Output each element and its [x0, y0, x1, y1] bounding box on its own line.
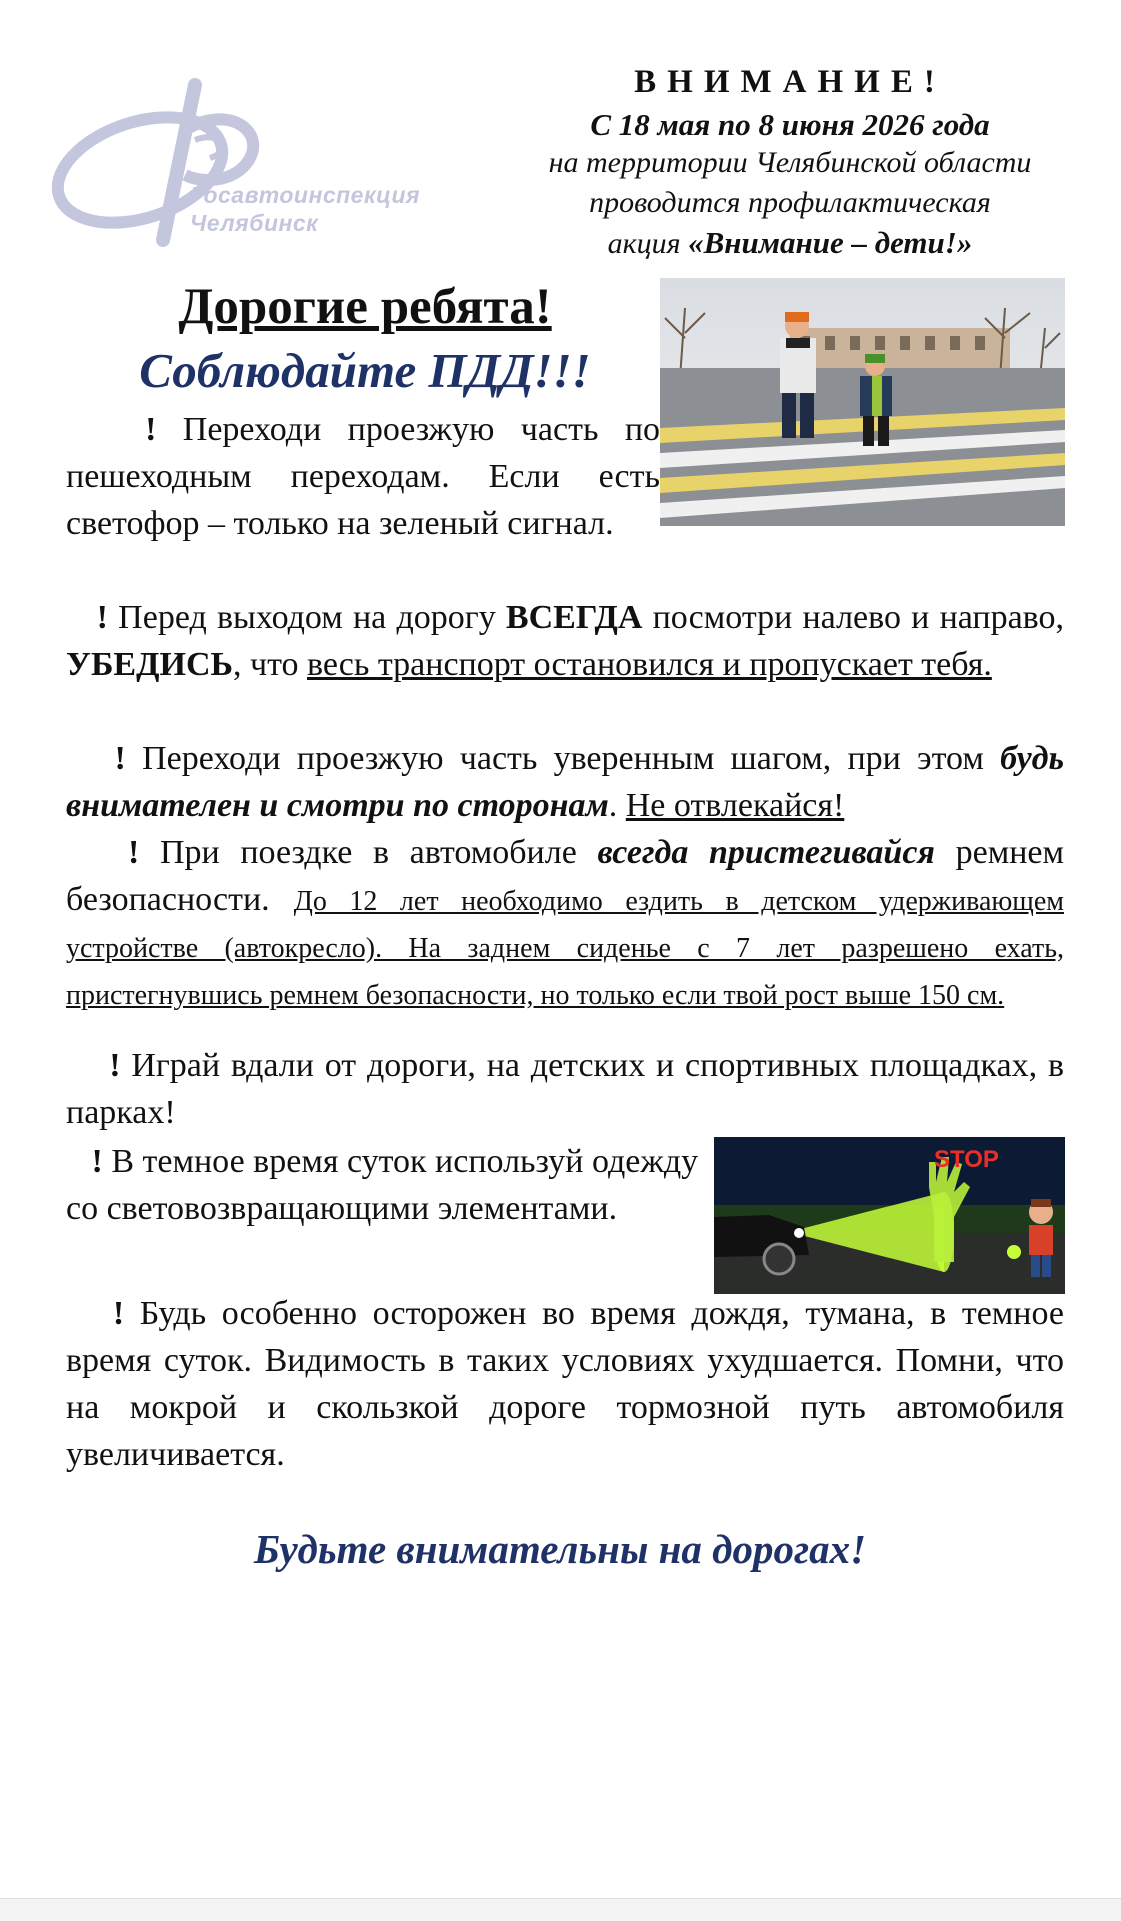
campaign-dates: С 18 мая по 8 июня 2026 года: [590, 107, 990, 142]
rule-6-text: В темное время суток используй одежду со световозвращающими элементами.: [66, 1143, 699, 1227]
rule-2-bang: !: [96, 599, 108, 636]
rule-5-text: Играй вдали от дороги, на детских и спортивных площадках, в парках!: [66, 1047, 1064, 1131]
children-crossing-photo: [660, 278, 1065, 526]
rule-5-bang: !: [109, 1047, 121, 1084]
stop-sign-text: STOP: [934, 1146, 999, 1173]
rule-2-part-e: , что: [232, 646, 307, 683]
rule-1-bang: !: [145, 411, 157, 448]
logo-line2: Челябинск: [190, 210, 319, 236]
rule-3: [66, 735, 1064, 829]
rule-4-bang: !: [127, 834, 140, 871]
rule-7-bang: !: [112, 1295, 125, 1332]
rule-3-bang: !: [114, 740, 126, 777]
announcement-header: [490, 64, 1090, 264]
rule-2-underlined: весь транспорт остановился и пропускает тебя.: [307, 646, 992, 683]
rule-1: [66, 406, 660, 547]
rule-4: [66, 829, 1064, 1017]
rule-2-make-sure: УБЕДИСЬ: [66, 646, 233, 683]
header-line-2: проводится профилактическая: [589, 186, 991, 219]
rule-5: [66, 1042, 1064, 1136]
rule-7: [66, 1290, 1064, 1478]
rule-4-part-c: ремнем безопасности.: [66, 834, 1065, 918]
rule-3-emphasis: будь внимателен и смотри по сторонам: [66, 740, 1065, 824]
rule-2-part-a: Перед выходом на дорогу: [118, 599, 506, 636]
logo-line1: Госавтоинспекция: [190, 182, 421, 208]
campaign-name: «Внимание – дети!»: [688, 225, 973, 260]
bottom-scrollbar-area[interactable]: [0, 1898, 1121, 1921]
header-line-3: [490, 223, 1090, 264]
rule-4-emphasis: всегда пристегивайся: [597, 834, 935, 871]
header-line-3-prefix: акция: [607, 227, 689, 260]
rule-3-part-c: .: [608, 787, 626, 824]
closing-slogan: Будьте внимательны на дорогах!: [253, 1526, 867, 1572]
rule-4-underlined: До 12 лет необходимо ездить в детском удерживающем устройстве (автокресло). На заднем сиденье с 7 лет разрешено ехать, пристегнувшись ремнем безопасности, но только если твой рост выше 150 см.: [66, 886, 1064, 1011]
rule-6: [66, 1138, 714, 1232]
rule-1-text: Переходи проезжую часть по пешеходным переходам. Если есть светофор – только на зеленый сигнал.: [66, 411, 661, 542]
rule-2-always: ВСЕГДА: [505, 599, 643, 636]
attention-heading: ВНИМАНИЕ!: [634, 64, 946, 100]
rule-7-text: Будь особенно осторожен во время дождя, тумана, в темное время суток. Видимость в таких условиях ухудшается. Помни, что на мокрой и скользкой дороге тормозной путь автомобиля увеличивается.: [66, 1295, 1064, 1473]
gai-logo: [45, 70, 445, 250]
rule-2-part-c: посмотри налево и направо,: [642, 599, 1065, 636]
rule-4-part-a: При поездке в автомобиле: [159, 834, 598, 871]
page-title: Дорогие ребята!: [178, 279, 552, 335]
rule-2: [66, 594, 1064, 688]
page-subtitle: Соблюдайте ПДД!!!: [139, 343, 591, 398]
rule-3-underlined: Не отвлекайся!: [625, 787, 845, 824]
header-line-1: на территории Челябинской области: [548, 146, 1032, 179]
rule-6-bang: !: [91, 1143, 103, 1180]
rule-3-part-a: Переходи проезжую часть уверенным шагом, при этом: [142, 740, 1001, 777]
reflective-visibility-illustration: [714, 1137, 1065, 1294]
